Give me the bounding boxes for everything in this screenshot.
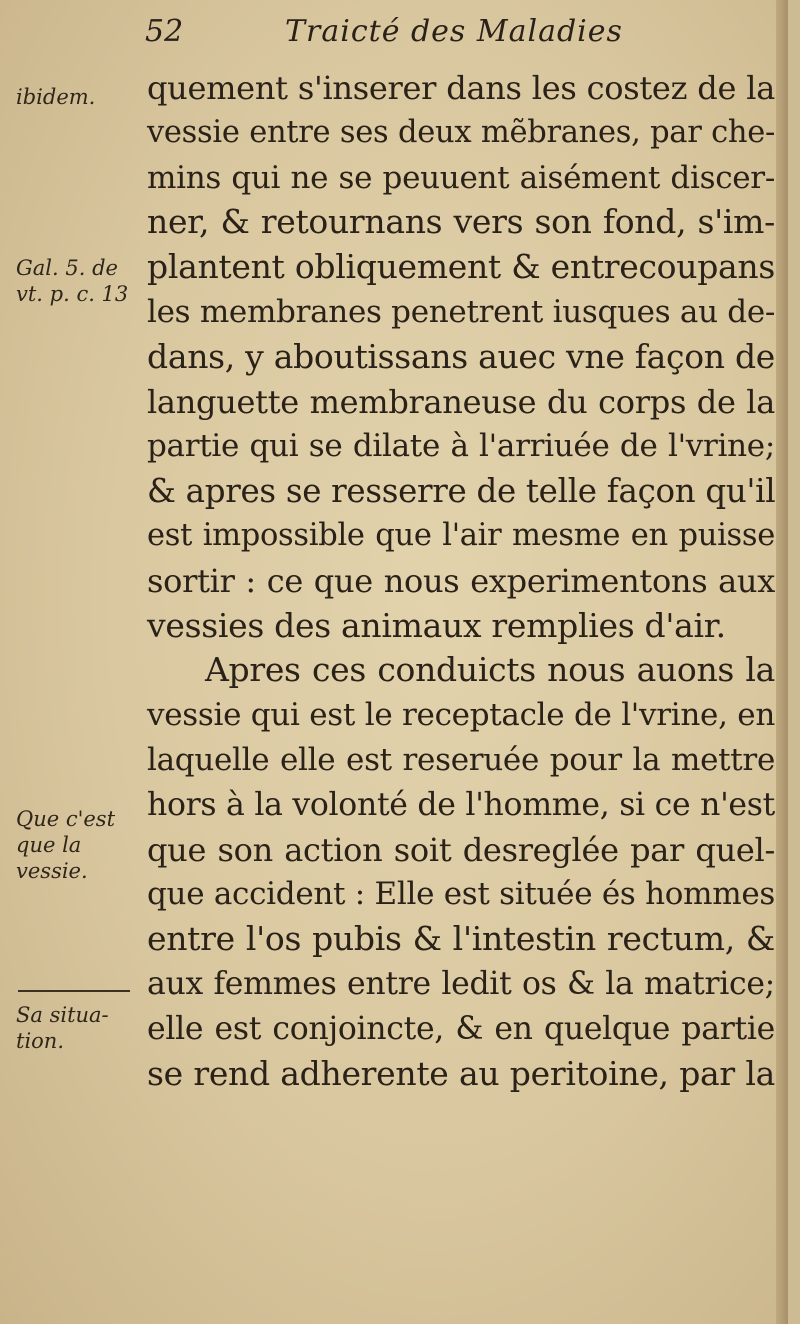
margin-note-line: Gal. 5. de (16, 256, 118, 280)
text-line: vessie qui est le receptacle de l'vrine, en (147, 697, 775, 734)
text-line: vessies des animaux remplies d'air. (147, 605, 726, 645)
text-line: que son action soit desreglée par quel- (147, 830, 775, 869)
page-header (145, 8, 765, 58)
margin-note-que-cest (16, 806, 115, 884)
margin-note-galen (16, 255, 128, 307)
text-line: laquelle elle est reseruée pour la mettre (147, 741, 775, 778)
text-line: languette membraneuse du corps de la (147, 382, 775, 421)
margin-notes (0, 0, 150, 1324)
text-line: plantent obliquement & entrecoupans (147, 247, 775, 287)
text-line: elle est conjoincte, & en quelque partie (147, 1010, 775, 1047)
page-number: 52 (145, 14, 184, 49)
text-line: entre l'os pubis & l'intestin rectum, & (147, 919, 775, 959)
text-line: aux femmes entre ledit os & la matrice; (147, 965, 775, 1002)
text-line: mins qui ne se peuuent aisément discer- (147, 159, 775, 196)
text-line: hors à la volonté de l'homme, si ce n'est (147, 786, 775, 823)
margin-divider (18, 990, 130, 992)
margin-note-situation (16, 1002, 109, 1054)
page-edge (776, 0, 788, 1324)
margin-note-line: vt. p. c. 13 (16, 282, 129, 306)
text-line: sortir : ce que nous experimentons aux (147, 561, 775, 600)
margin-note-line: tion. (16, 1029, 64, 1053)
text-line: & apres se resserre de telle façon qu'il (147, 472, 776, 511)
text-line: vessie entre ses deux mẽbranes, par che- (147, 114, 775, 150)
text-line: Apres ces conduicts nous auons la (205, 650, 775, 690)
margin-note-line: vessie. (16, 859, 88, 883)
text-line: partie qui se dilate à l'arriuée de l'vrine; (147, 428, 775, 465)
body-text (147, 66, 775, 1096)
text-line: est impossible que l'air mesme en puisse (147, 517, 775, 553)
text-line: se rend adherente au peritoine, par la (147, 1053, 775, 1093)
text-line: les membranes penetrent iusques au de- (147, 293, 776, 330)
margin-note-line: Que c'est (16, 807, 116, 831)
margin-note-ibidem (16, 84, 95, 110)
text-line: dans, y aboutissans auec vne façon de (147, 336, 775, 376)
margin-note-line: Sa situa- (16, 1003, 109, 1027)
text-line: quement s'inserer dans les costez de la (147, 69, 775, 107)
text-line: ner, & retournans vers son fond, s'im- (147, 202, 775, 242)
margin-note-line: que la (16, 833, 82, 857)
running-title: Traicté des Maladies (285, 14, 623, 49)
margin-note-line: ibidem. (16, 85, 96, 109)
text-line: que accident : Elle est située és hommes (147, 876, 775, 913)
